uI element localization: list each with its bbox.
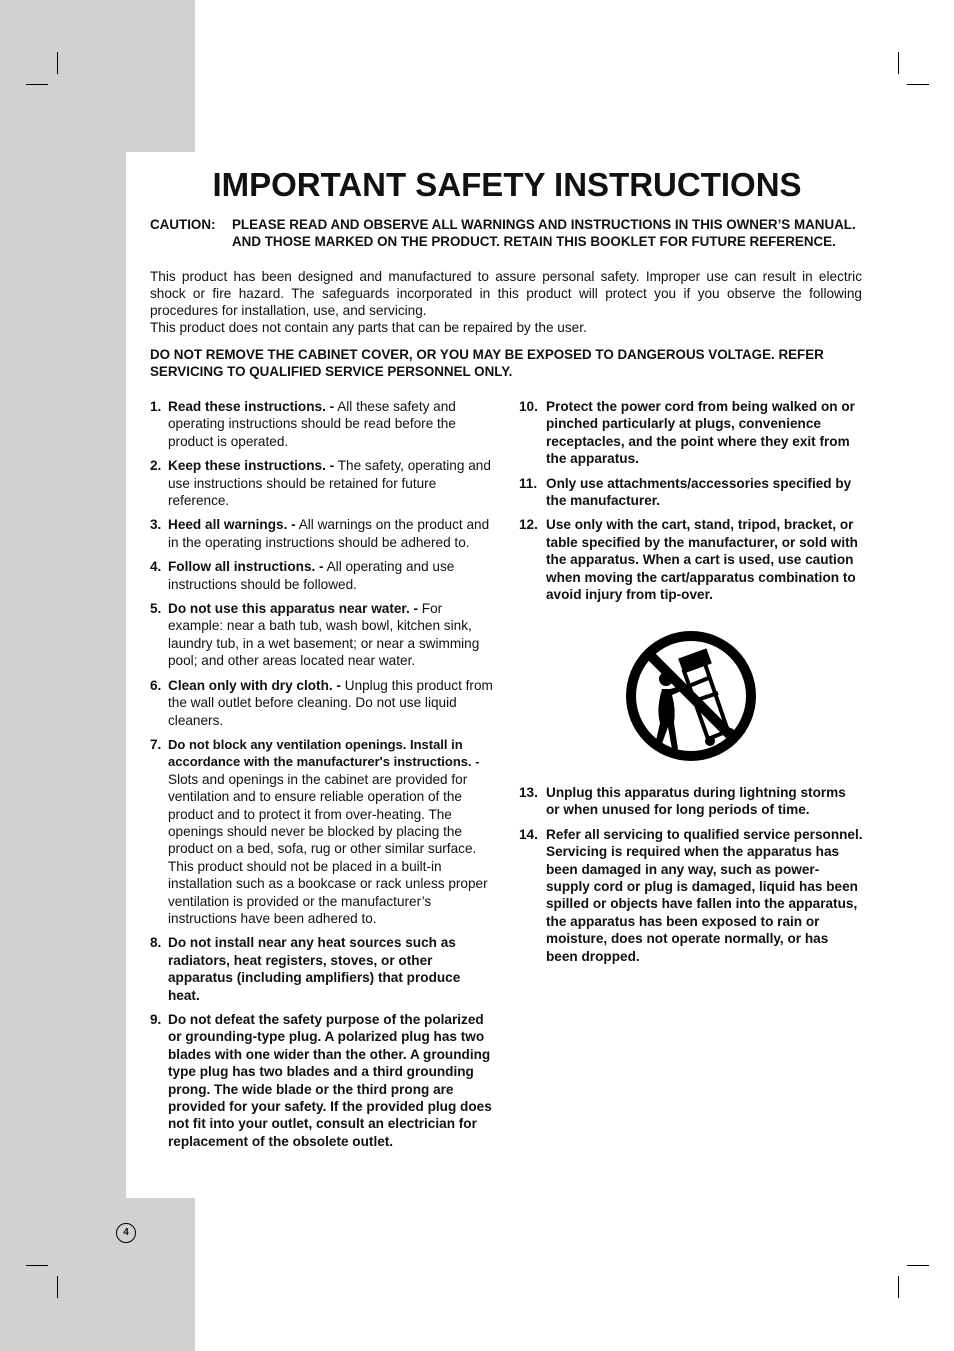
item-heading: Clean only with dry cloth. -: [168, 677, 341, 693]
crop-mark: [26, 1265, 48, 1266]
item-text: Refer all servicing to qualified service personnel. Servicing is required when the apparatus has been damaged in any way, such as power-supply cord or plug is damaged, liquid has been spilled or objects have fallen into the apparatus, the apparatus has been exposed to rain or moisture, does not operate normally, or has been dropped.: [546, 826, 863, 964]
voltage-warning: DO NOT REMOVE THE CABINET COVER, OR YOU MAY BE EXPOSED TO DANGEROUS VOLTAGE. REFER SERVICING TO QUALIFIED SERVICE PERSONNEL ONLY.: [150, 347, 824, 379]
item-text: All these safety and operating instructions should be read before the product is operated.: [168, 399, 456, 449]
item-heading: Do not install near any heat sources such as radiators, heat registers, stoves, or other apparatus (including amplifiers) that produce heat.: [168, 935, 461, 1003]
instruction-item: [519, 826, 863, 965]
intro-paragraph: This product does not contain any parts that can be repaired by the user.: [150, 320, 587, 335]
item-number: 8.: [150, 935, 162, 951]
item-text: Use only with the cart, stand, tripod, bracket, or table specified by the manufacturer, or sold with the apparatus. When a cart is used, use caution when moving the cart/apparatus combination to avoid injury from tip-over.: [546, 517, 858, 603]
item-text: Unplug this apparatus during lightning storms or when unused for long periods of time.: [546, 785, 846, 818]
instructions-right-column-bottom: [519, 784, 863, 972]
intro-text: [150, 268, 862, 336]
page-number: 4: [116, 1223, 136, 1243]
instructions-right-column-top: [519, 398, 863, 610]
item-number: 4.: [150, 559, 162, 575]
item-text: All warnings on the product and in the operating instructions should be adhered to.: [168, 517, 490, 550]
item-text: All operating and use instructions should be followed.: [168, 559, 455, 592]
instruction-item: [150, 736, 494, 927]
item-heading: Follow all instructions. -: [168, 559, 324, 575]
item-text: Slots and openings in the cabinet are provided for ventilation and to ensure reliable operation of the product and to protect it from over-heating. The openings should never be blocked by placing the product on a bed, sofa, rug or other similar surface. This product should not be placed in a built-in installation such as a bookcase or rack unless proper ventilation is provided or the manufacturer’s instructions have been adhered to.: [168, 771, 488, 926]
item-number: 7.: [150, 736, 162, 752]
instruction-item: [150, 398, 494, 450]
instruction-item: [150, 558, 494, 593]
item-text: Protect the power cord from being walked on or pinched particularly at plugs, convenience receptacles, and the point where they exit from the apparatus.: [546, 399, 855, 467]
crop-mark: [26, 84, 48, 85]
instructions-left-column: [150, 398, 494, 1157]
instruction-item: [150, 516, 494, 551]
crop-mark: [57, 1276, 58, 1298]
item-number: 9.: [150, 1012, 162, 1027]
item-text: Unplug this product from the wall outlet before cleaning. Do not use liquid cleaners.: [168, 677, 493, 728]
item-heading: Keep these instructions. -: [168, 458, 335, 474]
cart-tip-over-warning-icon: [626, 631, 756, 761]
page-title: IMPORTANT SAFETY INSTRUCTIONS: [212, 166, 802, 203]
caution-text: PLEASE READ AND OBSERVE ALL WARNINGS AND INSTRUCTIONS IN THIS OWNER’S MANUAL. AND THOSE MARKED ON THE PRODUCT. RETAIN THIS BOOKLET FOR FUTURE REFERENCE.: [232, 217, 856, 249]
instruction-item: [519, 398, 863, 468]
caution-block: [150, 216, 862, 250]
item-heading: Do not use this apparatus near water. -: [168, 601, 419, 617]
caution-label: CAUTION:: [150, 217, 216, 232]
item-heading: Heed all warnings. -: [168, 517, 296, 533]
item-number: 2.: [150, 458, 162, 474]
instruction-item: [519, 516, 863, 603]
intro-paragraph: This product has been designed and manufactured to assure personal safety. Improper use can result in electric shock or fire hazard. The safeguards incorporated in this product will protect you if you observe the following procedures for installation, use, and servicing.: [150, 269, 862, 318]
item-number: 12.: [519, 517, 538, 533]
instruction-item: [150, 457, 494, 509]
instruction-item: [519, 475, 863, 510]
crop-mark: [898, 1276, 899, 1298]
item-number: 13.: [519, 785, 538, 800]
item-number: 14.: [519, 826, 538, 842]
crop-mark: [57, 52, 58, 74]
instruction-item: [150, 600, 494, 670]
item-number: 6.: [150, 677, 162, 693]
item-text: Only use attachments/accessories specified by the manufacturer.: [546, 475, 852, 509]
item-heading: Do not block any ventilation openings. Install in accordance with the manufacturer's instructions. -: [168, 736, 480, 770]
item-number: 3.: [150, 517, 162, 533]
item-heading: Do not defeat the safety purpose of the polarized or grounding-type plug. A polarized plug has two blades with one wider than the other. A grounding type plug has two blades and a third grounding prong. The wide blade or the third prong are provided for your safety. If the provided plug does not fit into your outlet, consult an electrician for replacement of the obsolete outlet.: [168, 1012, 492, 1149]
instruction-item: [519, 784, 863, 819]
item-text: For example: near a bath tub, wash bowl, kitchen sink, laundry tub, in a wet basement; or near a swimming pool; and other areas located near water.: [168, 601, 480, 669]
item-number: 10.: [519, 399, 538, 414]
item-number: 1.: [150, 399, 162, 414]
item-heading: Read these instructions. -: [168, 399, 335, 414]
instruction-item: [150, 1011, 494, 1150]
instruction-item: [150, 934, 494, 1004]
item-number: 11.: [519, 475, 538, 491]
crop-mark: [907, 1265, 929, 1266]
instruction-item: [150, 677, 494, 729]
item-number: 5.: [150, 601, 162, 617]
crop-mark: [907, 84, 929, 85]
crop-mark: [898, 52, 899, 74]
item-text: The safety, operating and use instructions should be retained for future reference.: [168, 458, 491, 509]
